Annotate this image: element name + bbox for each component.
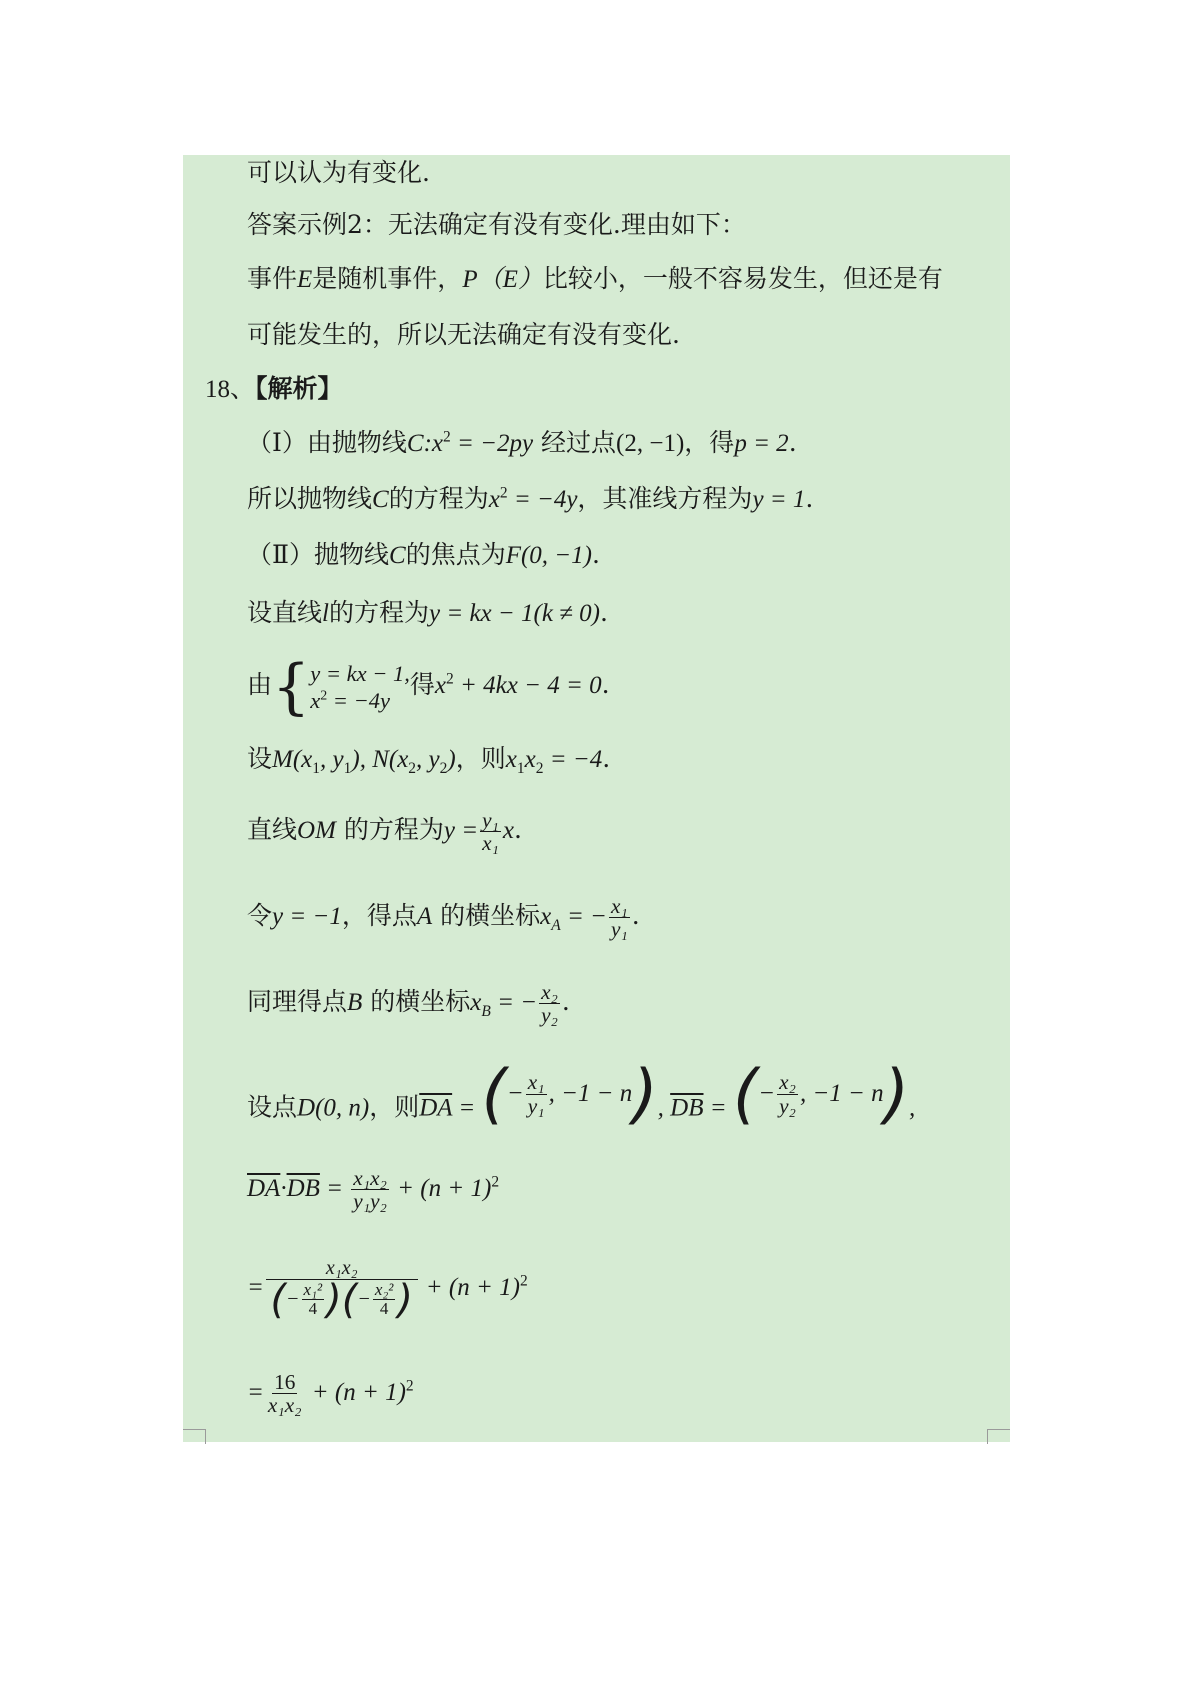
math-expr: D(0, n) bbox=[297, 1094, 370, 1122]
right-paren-icon: ) bbox=[883, 1056, 910, 1132]
math-expr: = −4y bbox=[327, 687, 391, 713]
math-expr: − bbox=[506, 1080, 524, 1107]
math-expr: , bbox=[657, 1094, 671, 1122]
math-expr: , bbox=[909, 1094, 916, 1122]
text: 比较小，一般不容易发生，但还是有 bbox=[542, 264, 943, 293]
fraction bbox=[351, 1167, 389, 1213]
brace-icon: { bbox=[272, 651, 311, 722]
text: 同理得点 bbox=[247, 987, 348, 1016]
text: ，得点 bbox=[341, 901, 417, 930]
math-expr: , y bbox=[416, 746, 440, 773]
text: 所以抛物线 bbox=[247, 484, 373, 513]
math-var: l bbox=[322, 600, 329, 627]
math-line-5 bbox=[247, 651, 610, 722]
exponent: 2 bbox=[446, 670, 454, 688]
math-line-9 bbox=[247, 971, 570, 1034]
math-expr: y = kx − 1(k ≠ 0) bbox=[428, 600, 600, 627]
text: . bbox=[788, 428, 797, 457]
math-line-8 bbox=[247, 885, 640, 948]
math-expr: − bbox=[286, 1288, 300, 1310]
right-paren-icon: ) bbox=[632, 1056, 658, 1132]
math-expr: y = bbox=[443, 817, 479, 844]
exponent: 2 bbox=[405, 1377, 414, 1395]
math-var: x bbox=[524, 746, 536, 773]
text: 的横坐标 bbox=[362, 987, 471, 1016]
math-expr: + (n + 1) bbox=[390, 1175, 492, 1202]
section-number: 18、 bbox=[205, 376, 256, 403]
math-expr: ) bbox=[447, 746, 456, 773]
text-line-3 bbox=[247, 261, 943, 298]
exponent: 2 bbox=[320, 688, 328, 703]
math-expr: · bbox=[280, 1175, 287, 1202]
math-expr: + (n + 1) bbox=[305, 1379, 406, 1406]
line-text: 可能发生的，所以无法确定有没有变化. bbox=[247, 320, 680, 349]
math-line-13 bbox=[247, 1361, 414, 1424]
subscript: 1 bbox=[343, 760, 352, 777]
math-expr: P（E） bbox=[462, 266, 543, 293]
math-line-3 bbox=[247, 537, 600, 574]
math-expr: , y bbox=[320, 746, 344, 773]
math-expr: = −2py bbox=[450, 430, 534, 457]
line-text: 答案示例2：无法确定有没有变化.理由如下： bbox=[247, 210, 746, 239]
fraction bbox=[539, 981, 560, 1027]
vector: $\overline{DB}$ bbox=[670, 1094, 704, 1122]
equation-system bbox=[272, 651, 410, 722]
math-line-10 bbox=[247, 1056, 916, 1144]
math-var: E bbox=[297, 266, 313, 293]
text: . bbox=[805, 484, 814, 513]
text: ，则 bbox=[369, 1092, 420, 1122]
right-paren-icon: ) bbox=[397, 1276, 413, 1323]
math-var: x bbox=[505, 746, 517, 773]
text: . bbox=[592, 540, 600, 569]
math-var: x bbox=[310, 687, 321, 713]
text: 的方程为 bbox=[328, 598, 429, 627]
text: 直线 bbox=[247, 815, 298, 844]
math-line-6 bbox=[247, 741, 610, 778]
math-expr: + 4kx − 4 = 0 bbox=[453, 672, 602, 699]
text-line-4 bbox=[247, 317, 680, 353]
text: （Ⅱ）抛物线 bbox=[247, 540, 389, 569]
exponent: 2 bbox=[519, 1272, 528, 1290]
math-line-7 bbox=[247, 799, 522, 862]
fraction bbox=[266, 1371, 304, 1417]
fraction bbox=[266, 1256, 418, 1323]
denominator: x₁x₂ bbox=[267, 1393, 302, 1417]
system-row: y = kx − 1, bbox=[310, 660, 410, 686]
text: . bbox=[561, 987, 570, 1016]
math-expr: = bbox=[247, 1274, 264, 1301]
math-expr: y = 1 bbox=[752, 486, 806, 513]
math-var: :x bbox=[423, 430, 443, 457]
math-expr: = − bbox=[560, 903, 607, 930]
section-title: 【解析】 bbox=[255, 374, 343, 403]
denominator: 4 bbox=[308, 1299, 318, 1318]
math-expr: = − bbox=[490, 989, 538, 1016]
text: 设直线 bbox=[247, 598, 323, 627]
fraction bbox=[373, 1281, 396, 1318]
text: （Ⅰ）由抛物线 bbox=[247, 428, 407, 457]
numerator: x₂ bbox=[541, 979, 558, 1004]
text: . bbox=[602, 744, 611, 773]
text: . bbox=[599, 598, 608, 627]
math-var: x bbox=[540, 903, 552, 930]
math-var: A bbox=[416, 903, 433, 930]
text: . bbox=[514, 815, 522, 844]
math-line-2 bbox=[247, 481, 813, 518]
fraction bbox=[526, 1071, 547, 1117]
math-expr: y = −1 bbox=[272, 903, 342, 930]
math-var: B bbox=[347, 989, 363, 1016]
subscript: A bbox=[551, 917, 561, 934]
numerator: x₁x₂ bbox=[266, 1258, 418, 1280]
exponent: 2 bbox=[499, 484, 508, 502]
text-line-2 bbox=[247, 207, 746, 243]
numerator: x₁ bbox=[527, 1070, 545, 1095]
fraction bbox=[777, 1071, 798, 1117]
text: 令 bbox=[247, 901, 273, 930]
text-line-1 bbox=[247, 155, 430, 191]
text: 的方程为 bbox=[388, 484, 489, 513]
math-var: C bbox=[406, 430, 424, 457]
math-var: C bbox=[372, 486, 389, 513]
text: ，其准线方程为 bbox=[577, 484, 753, 513]
subscript: 2 bbox=[408, 760, 417, 777]
denominator: y₁ bbox=[610, 917, 628, 941]
denominator: y₂ bbox=[541, 1003, 558, 1027]
math-var: C bbox=[389, 542, 406, 569]
document-page bbox=[183, 155, 1010, 1442]
right-paren-icon: ) bbox=[326, 1276, 342, 1323]
paren-group bbox=[270, 1276, 342, 1323]
math-line-1 bbox=[247, 425, 797, 462]
math-line-11 bbox=[247, 1157, 499, 1220]
numerator: x₁ bbox=[610, 893, 628, 918]
math-expr: , −1 − n bbox=[799, 1080, 884, 1107]
math-var: x bbox=[470, 989, 482, 1016]
text: 的横坐标 bbox=[432, 901, 541, 930]
fraction bbox=[302, 1281, 325, 1318]
left-paren-icon: ( bbox=[481, 1056, 507, 1132]
math-var: x bbox=[434, 672, 447, 699]
left-paren-icon: ( bbox=[270, 1276, 287, 1323]
text: 设点 bbox=[247, 1092, 298, 1122]
numerator: x₂² bbox=[374, 1280, 394, 1300]
math-expr: M(x bbox=[272, 746, 313, 773]
math-expr: p = 2 bbox=[734, 430, 789, 457]
math-expr: = bbox=[452, 1094, 482, 1122]
math-expr: = −4 bbox=[543, 746, 603, 773]
math-expr: = bbox=[247, 1379, 264, 1406]
math-var: x bbox=[488, 486, 500, 513]
text: 的方程为 bbox=[335, 815, 444, 844]
math-expr: = bbox=[319, 1175, 350, 1202]
math-expr: − bbox=[357, 1288, 371, 1310]
vector: $\overline{DA}$ bbox=[247, 1175, 281, 1202]
denominator: x₁ bbox=[482, 831, 499, 855]
denominator bbox=[268, 1276, 415, 1323]
fraction bbox=[609, 895, 630, 941]
math-expr: + (n + 1) bbox=[419, 1274, 520, 1301]
paren-group bbox=[341, 1276, 413, 1323]
math-expr: − bbox=[758, 1080, 776, 1107]
math-expr: , −1 − n bbox=[548, 1080, 633, 1107]
numerator: x₁² bbox=[303, 1280, 323, 1300]
subscript: 1 bbox=[312, 760, 321, 777]
numerator: x₂ bbox=[779, 1070, 796, 1095]
text: 经过点 bbox=[533, 428, 617, 457]
text: 得 bbox=[409, 670, 435, 699]
math-expr: (2, −1) bbox=[616, 430, 685, 457]
text: ，则 bbox=[455, 744, 506, 773]
denominator: 4 bbox=[379, 1299, 389, 1318]
math-expr: ), N(x bbox=[351, 746, 409, 773]
page-corner-mark bbox=[183, 1429, 206, 1444]
denominator: y₁y₂ bbox=[353, 1189, 387, 1213]
numerator: 16 bbox=[274, 1369, 296, 1394]
numerator: y₁ bbox=[482, 807, 499, 832]
text: 事件 bbox=[247, 264, 298, 293]
math-line-12 bbox=[247, 1237, 528, 1338]
line-text: 可以认为有变化. bbox=[247, 158, 430, 187]
denominator: y₁ bbox=[527, 1093, 545, 1118]
page-corner-mark bbox=[987, 1429, 1010, 1444]
math-var: x bbox=[502, 817, 515, 844]
paren-group bbox=[481, 1056, 658, 1132]
exponent: 2 bbox=[443, 428, 451, 446]
left-paren-icon: ( bbox=[732, 1056, 759, 1132]
math-expr: = bbox=[703, 1094, 733, 1122]
text: 的焦点为 bbox=[405, 540, 506, 569]
section-heading bbox=[205, 371, 343, 408]
text: . bbox=[601, 670, 610, 699]
math-expr: = −4y bbox=[507, 486, 578, 513]
left-paren-icon: ( bbox=[341, 1276, 358, 1323]
exponent: 2 bbox=[491, 1173, 500, 1191]
subscript: 2 bbox=[535, 760, 544, 777]
math-var: OM bbox=[297, 817, 336, 844]
text: 由 bbox=[247, 670, 273, 699]
text: . bbox=[631, 901, 640, 930]
vector: $\overline{DB}$ bbox=[286, 1175, 320, 1202]
math-line-4 bbox=[247, 595, 608, 632]
paren-group bbox=[732, 1056, 910, 1132]
denominator: y₂ bbox=[779, 1093, 796, 1118]
system-row bbox=[310, 687, 410, 714]
text: ，得 bbox=[684, 428, 735, 457]
text: 是随机事件， bbox=[312, 264, 463, 293]
text: 设 bbox=[247, 744, 273, 773]
vector: $\overline{DA}$ bbox=[419, 1094, 453, 1122]
subscript: B bbox=[481, 1003, 491, 1020]
numerator: x₁x₂ bbox=[353, 1165, 387, 1190]
subscript: 1 bbox=[516, 760, 525, 777]
math-expr: F(0, −1) bbox=[505, 542, 592, 569]
subscript: 2 bbox=[439, 760, 448, 777]
fraction bbox=[480, 809, 501, 855]
